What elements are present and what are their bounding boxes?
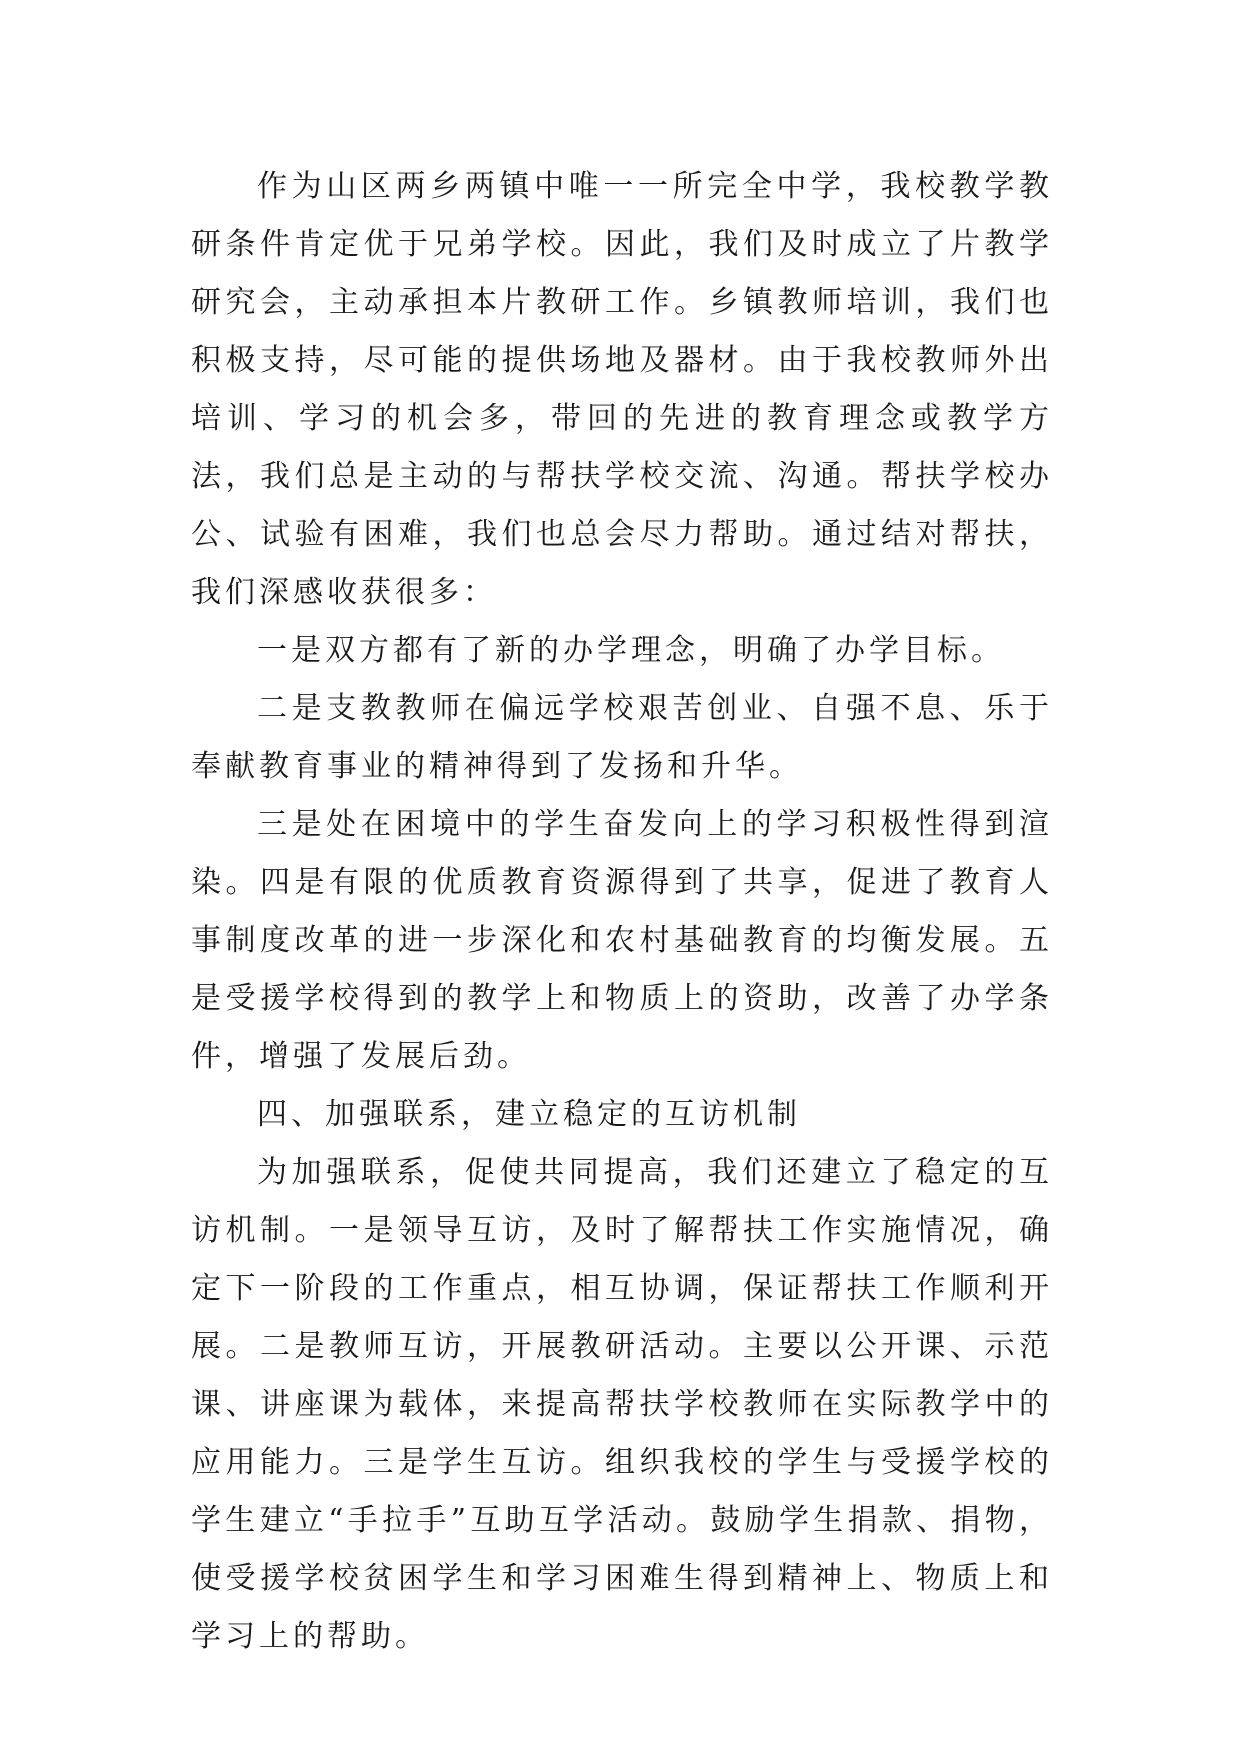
paragraph-benefit-two: 二是支教教师在偏远学校艰苦创业、自强不息、乐于奉献教育事业的精神得到了发扬和升华。 bbox=[191, 691, 1053, 784]
paragraph-school-conditions: 作为山区两乡两镇中唯一一所完全中学，我校教学教研条件肯定优于兄弟学校。因此，我们及时成立了片教学研究会，主动承担本片教研工作。乡镇教师培训，我们也积极支持，尽可能的提供场地及器材。由于我校教师外出培训、学习的机会多，带回的先进的教育理念或教学方法，我们总是主动的与帮扶学校交流、沟通。帮扶学校办公、试验有困难，我们也总会尽力帮助。通过结对帮扶，我们深感收获很多： bbox=[191, 169, 1053, 610]
paragraph-benefit-three-to-five: 三是处在困境中的学生奋发向上的学习积极性得到渲染。四是有限的优质教育资源得到了共享，促进了教育人事制度改革的进一步深化和农村基础教育的均衡发展。五是受援学校得到的教学上和物质上的资助，改善了办学条件，增强了发展后劲。 bbox=[191, 807, 1053, 1074]
paragraph-visit-mechanism: 为加强联系，促使共同提高，我们还建立了稳定的互访机制。一是领导互访，及时了解帮扶工作实施情况，确定下一阶段的工作重点，相互协调，保证帮扶工作顺利开展。二是教师互访，开展教研活动。主要以公开课、示范课、讲座课为载体，来提高帮扶学校教师在实际教学中的应用能力。三是学生互访。组织我校的学生与受援学校的学生建立“手拉手”互助互学活动。鼓励学生捐款、捐物，使受援学校贫困学生和学习困难生得到精神上、物质上和学习上的帮助。 bbox=[191, 1155, 1053, 1654]
paragraph-benefit-one: 一是双方都有了新的办学理念，明确了办学目标。 bbox=[257, 633, 1005, 668]
section-heading: 四、加强联系，建立稳定的互访机制 bbox=[257, 1097, 801, 1132]
document-body bbox=[191, 158, 1053, 1666]
